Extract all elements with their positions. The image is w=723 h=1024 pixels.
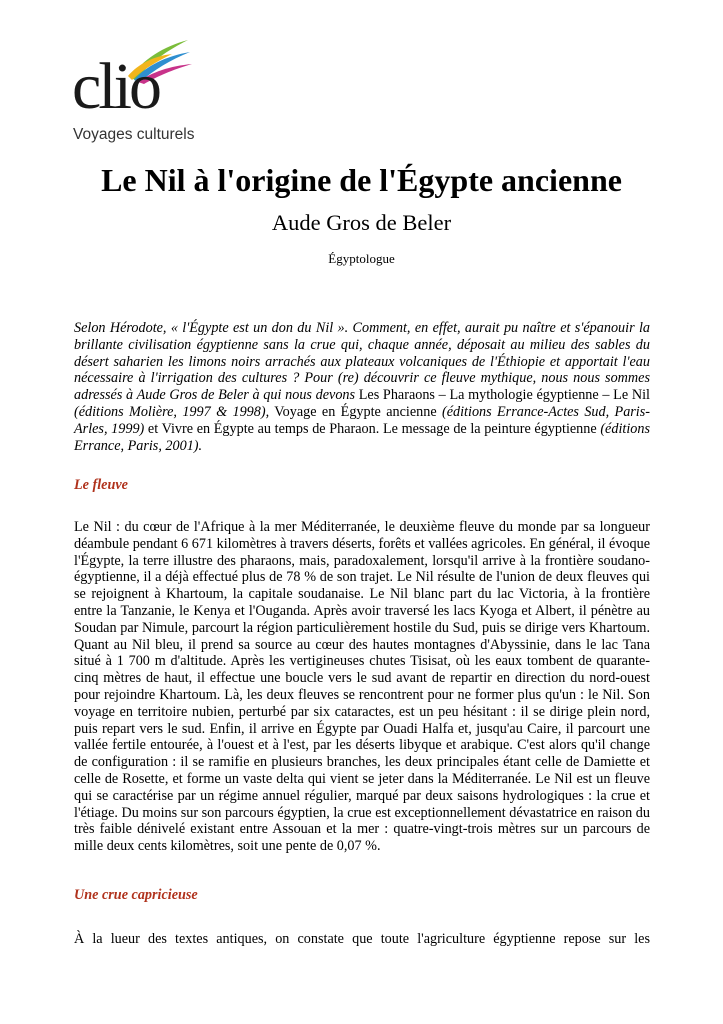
section-paragraph-le-fleuve: Le Nil : du cœur de l'Afrique à la mer Méditerranée, le deuxième fleuve du monde par sa longueur déambule pendant 6 671 kilomètres à travers déserts, forêts et vallées agricoles. En général, il évoque l'Égypte, la terre illustre des pharaons, mais, paradoxalement, lorsqu'il arrive à la frontière soudano-égyptienne, il a déjà effectué plus de 78 % de son trajet. Le Nil résulte de l'union de deux fleuves qui se rejoignent à Khartoum, la capitale soudanaise. Le Nil blanc part du lac Victoria, à la frontière entre la Tanzanie, le Kenya et l'Ouganda. Après avoir traversé les lacs Kyoga et Albert, il pénètre au Soudan par Nimule, parcourt la région particulièrement hostile du Sud, puis se dirige vers Khartoum. Quant au Nil bleu, il prend sa source au cœur des hautes montagnes d'Abyssinie, dans le lac Tana situé à 1 700 m d'altitude. Après les vertigineuses chutes Tisisat, où les eaux tombent de quarante-cinq mètres de haut, il effectue une boucle vers le sud avant de repartir en direction du nord-ouest pour rejoindre Khartoum. Là, les deux fleuves se rencontrent pour ne former plus qu'un : le Nil. Son voyage en territoire nubien, perturbé par six cataractes, est un peu hésitant : il se dirige plein nord, puis repart vers le sud. Enfin, il arrive en Égypte par Ouadi Halfa et, jusqu'au Caire, il parcourt une vallée fertile entourée, à l'ouest et à l'est, par les déserts libyque et arabique. C'est alors qu'il change de configuration : il se ramifie en plusieurs branches, les deux principales étant celle de Damiette et celle de Rosette, et forme un vaste delta qui vient se jeter dans la Méditerranée. Le Nil est un fleuve qui se caractérise par un régime annuel régulier, marqué par deux saisons hydrologiques : la crue et l'étiage. Du moins sur son parcours égyptien, la crue est exceptionnellement dévastatrice en raison du très faible dénivelé existant entre Assouan et la mer : quatre-vingt-trois mètres sur un parcours de mille deux cents kilomètres, soit une pente de 0,07 %. [74, 519, 650, 855]
section-heading-une-crue-capricieuse: Une crue capricieuse [74, 887, 198, 903]
author-role: Égyptologue [328, 251, 395, 266]
intro-part-1: Selon Hérodote, « l'Égypte est un don du Nil ». Comment, en effet, aurait pu naître et s'épanouir la brillante civilisation égyptienne sans la crue qui, chaque année, déposait au milieu des sables du désert saharien les limons noirs arrachés aux plateaux volcaniques de l'Éthiopie et apportait l'eau nécessaire à l'irrigation des cultures ? Pour (re) découvrir ce fleuve mythique, nous nous sommes adressés à Aude Gros de Beler à qui nous devons [74, 320, 650, 404]
clio-logo [72, 32, 212, 152]
logo-wordmark: clio [72, 50, 159, 123]
section-paragraph-une-crue-capricieuse: À la lueur des textes antiques, on constate que toute l'agriculture égyptienne repose sur les [74, 931, 650, 947]
intro-part-5: (éditions Errance-Actes Sud, Paris-Arles, 1999) [74, 403, 650, 437]
logo-subtitle: Voyages culturels [73, 126, 195, 143]
intro-part-3: (éditions Molière, 1997 & 1998), [74, 403, 270, 420]
page-title: Le Nil à l'origine de l'Égypte ancienne [101, 162, 622, 198]
intro-part-6: et Vivre en Égypte au temps de Pharaon. Le message de la peinture égyptienne [144, 420, 601, 437]
section-heading-le-fleuve: Le fleuve [74, 477, 128, 493]
intro-part-7: (éditions Errance, Paris, 2001). [74, 420, 650, 454]
author-name: Aude Gros de Beler [271, 210, 452, 235]
intro-part-4: Voyage en Égypte ancienne [269, 403, 442, 420]
intro-part-2: Les Pharaons – La mythologie égyptienne – Le Nil [355, 387, 650, 404]
intro-paragraph [74, 320, 650, 454]
